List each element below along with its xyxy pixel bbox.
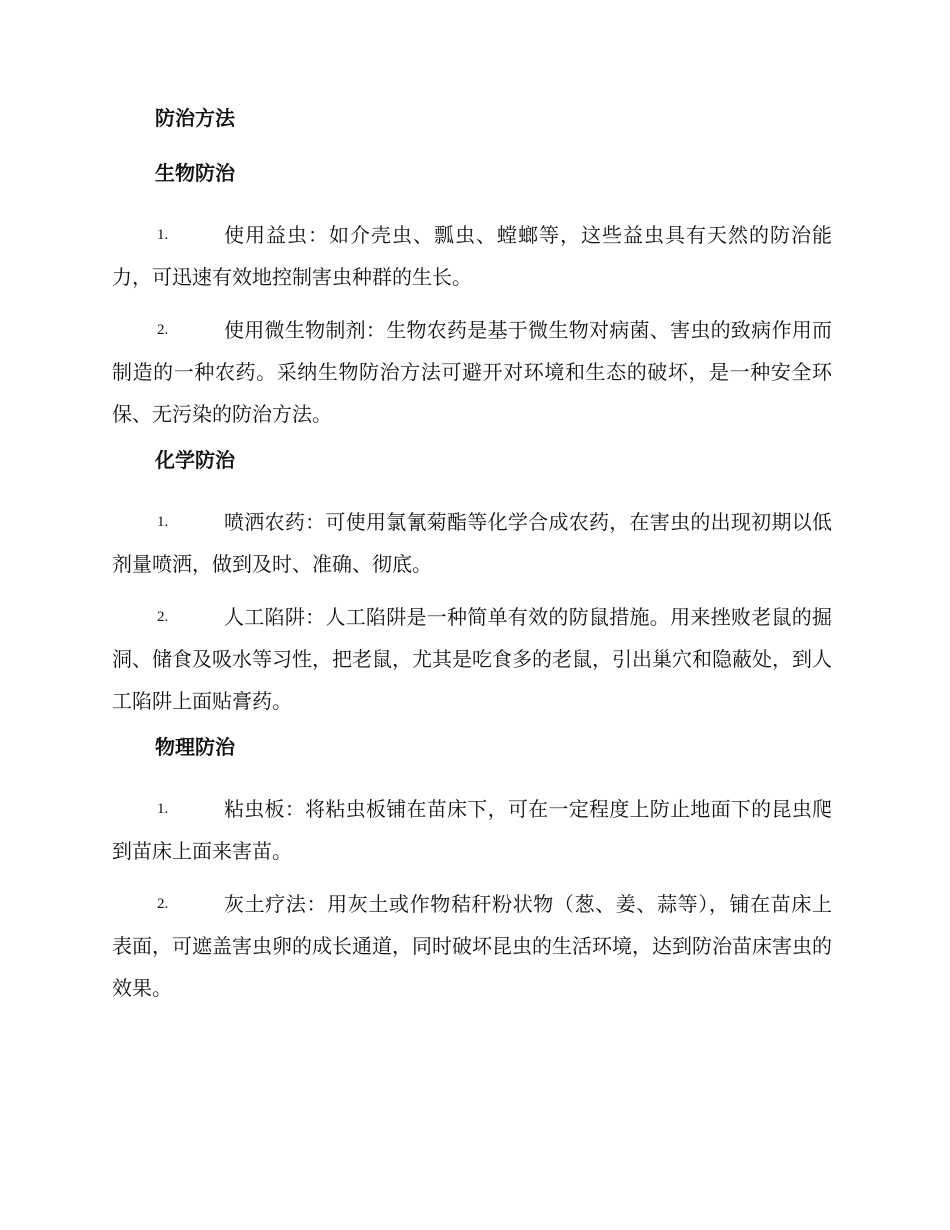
list-item: [112, 309, 832, 435]
list-item-number: 2.: [157, 609, 169, 625]
list-item-text: 使用益虫：如介壳虫、瓢虫、螳螂等，这些益虫具有天然的防治能力，可迅速有效地控制害虫种群的生长。: [112, 223, 832, 289]
section-heading-chemical: 化学防治: [155, 448, 235, 472]
list-item-text: 喷洒农药：可使用氯氰菊酯等化学合成农药，在害虫的出现初期以低剂量喷洒，做到及时、准确、彻底。: [112, 510, 832, 576]
section-heading-biological: 生物防治: [155, 161, 235, 185]
list-item: [112, 883, 832, 1009]
list-item-text: 粘虫板：将粘虫板铺在苗床下，可在一定程度上防止地面下的昆虫爬到苗床上面来害苗。: [112, 797, 832, 863]
list-item-number: 1.: [157, 514, 169, 530]
section-heading-physical: 物理防治: [155, 735, 235, 759]
list-item: [112, 788, 832, 872]
list-item: [112, 501, 832, 585]
list-item-text: 使用微生物制剂：生物农药是基于微生物对病菌、害虫的致病作用而制造的一种农药。采纳生物防治方法可避开对环境和生态的破坏，是一种安全环保、无污染的防治方法。: [112, 318, 832, 426]
list-item-text: 灰土疗法：用灰土或作物秸秆粉状物（葱、姜、蒜等），铺在苗床上表面，可遮盖害虫卵的成长通道，同时破坏昆虫的生活环境，达到防治苗床害虫的效果。: [112, 892, 832, 1000]
list-item-number: 1.: [157, 801, 169, 817]
list-item-number: 1.: [157, 227, 169, 243]
list-item-number: 2.: [157, 896, 169, 912]
document-title: 防治方法: [155, 106, 235, 130]
list-item-number: 2.: [157, 322, 169, 338]
list-item: [112, 214, 832, 298]
list-item-text: 人工陷阱：人工陷阱是一种简单有效的防鼠措施。用来挫败老鼠的掘洞、储食及吸水等习性，把老鼠，尤其是吃食多的老鼠，引出巢穴和隐蔽处，到人工陷阱上面贴膏药。: [112, 605, 832, 713]
document-body: [112, 104, 832, 1020]
list-item: [112, 596, 832, 722]
